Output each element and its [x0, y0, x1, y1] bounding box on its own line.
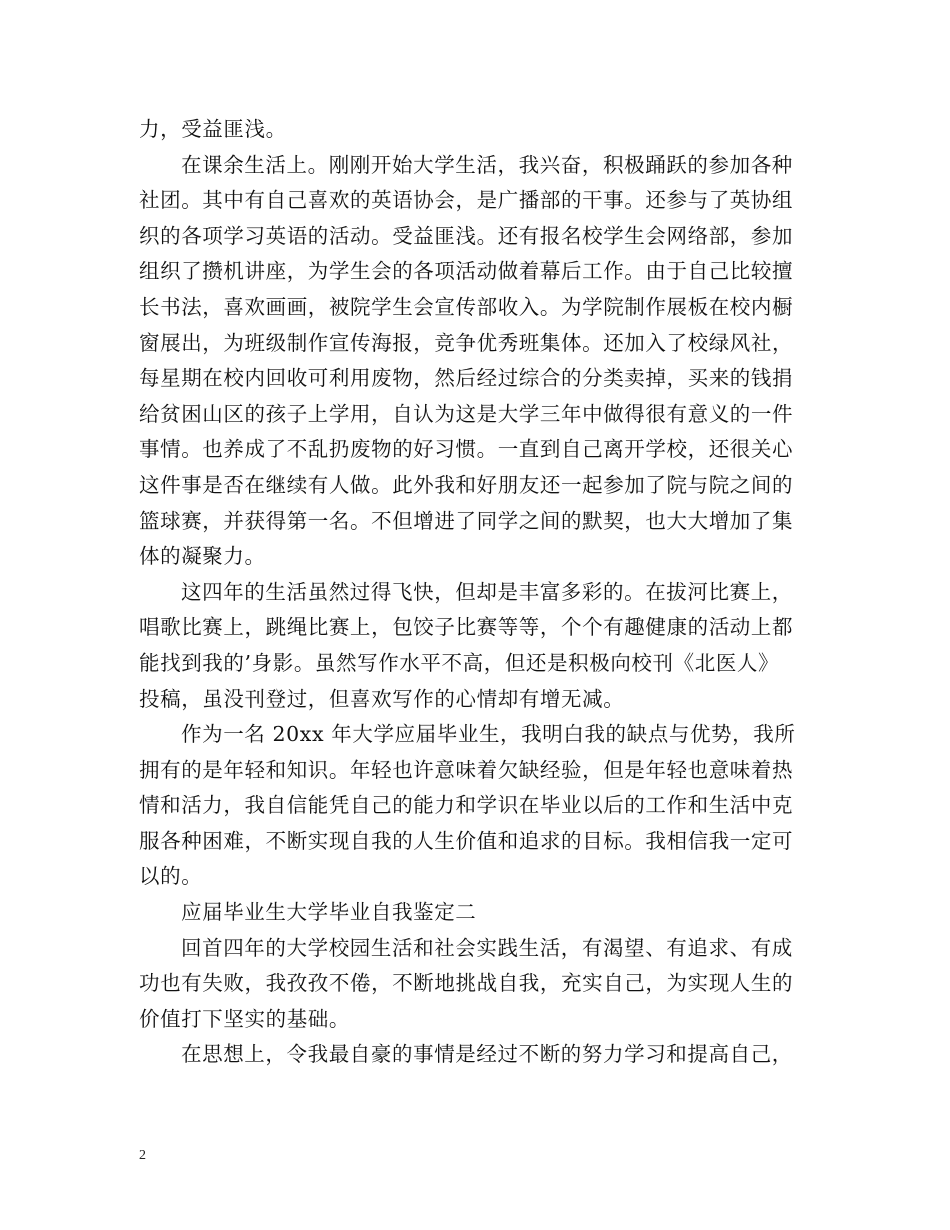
text-line: 价值打下坚实的基础。	[139, 1006, 350, 1031]
text-line: 篮球赛，并获得第一名。不但增进了同学之间的默契，也大大增加了集	[139, 508, 794, 533]
text-line: 体的凝聚力。	[139, 544, 266, 569]
text-line: 长书法，喜欢画画，被院学生会宣传部收入。为学院制作展板在校内橱	[139, 294, 794, 319]
text-line: 服各种困难，不断实现自我的人生价值和追求的目标。我相信我一定可	[139, 828, 794, 853]
text-line: 这四年的生活虽然过得飞快，但却是丰富多彩的。在拔河比赛上，	[181, 579, 793, 604]
page-number: 2	[139, 1148, 146, 1163]
text-line: 组织了攒机讲座，为学生会的各项活动做着幕后工作。由于自己比较擅	[139, 259, 794, 284]
text-line: 每星期在校内回收可利用废物，然后经过综合的分类卖掉，买来的钱捐	[139, 366, 794, 391]
document-body	[139, 112, 811, 1073]
text-line: 唱歌比赛上，跳绳比赛上，包饺子比赛等等，个个有趣健康的活动上都	[139, 615, 794, 640]
text-line: 以的。	[139, 864, 203, 889]
text-line: 在思想上，令我最自豪的事情是经过不断的努力学习和提高自己，	[181, 1042, 793, 1067]
text-line: 窗展出，为班级制作宣传海报，竞争优秀班集体。还加入了校绿风社，	[139, 330, 794, 355]
text-line: 回首四年的大学校园生活和社会实践生活，有渴望、有追求、有成	[181, 935, 793, 960]
text-line: 情和活力，我自信能凭自己的能力和学识在毕业以后的工作和生活中克	[139, 793, 794, 818]
text-line: 织的各项学习英语的活动。受益匪浅。还有报名校学生会网络部，参加	[139, 223, 794, 248]
text-line: 在课余生活上。刚刚开始大学生活，我兴奋，积极踊跃的参加各种	[181, 152, 793, 177]
text-line: 投稿，虽没刊登过，但喜欢写作的心情却有增无减。	[139, 686, 625, 711]
text-line: 作为一名 20xx 年大学应届毕业生，我明白我的缺点与优势，我所	[181, 722, 796, 747]
text-line: 能找到我的’身影。虽然写作水平不高，但还是积极向校刊《北医人》	[139, 650, 780, 675]
text-line: 社团。其中有自己喜欢的英语协会，是广播部的干事。还参与了英协组	[139, 188, 794, 213]
text-line: 拥有的是年轻和知识。年轻也许意味着欠缺经验，但是年轻也意味着热	[139, 757, 794, 782]
section-heading: 应届毕业生大学毕业自我鉴定二	[181, 900, 477, 925]
text-line: 力，受益匪浅。	[139, 117, 287, 141]
text-line: 给贫困山区的孩子上学用，自认为这是大学三年中做得很有意义的一件	[139, 401, 794, 426]
text-line: 这件事是否在继续有人做。此外我和好朋友还一起参加了院与院之间的	[139, 472, 794, 497]
text-line: 事情。也养成了不乱扔废物的好习惯。一直到自己离开学校，还很关心	[139, 437, 794, 462]
text-line: 功也有失败，我孜孜不倦，不断地挑战自我，充实自己，为实现人生的	[139, 971, 794, 996]
